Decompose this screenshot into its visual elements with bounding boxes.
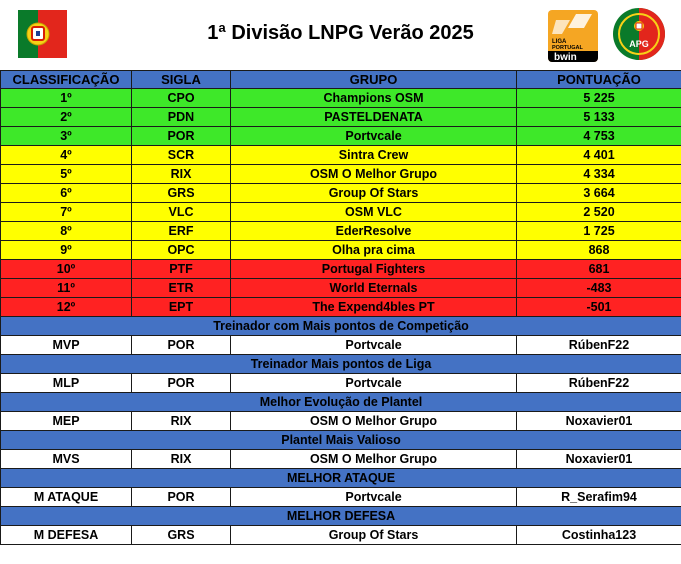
sigla-cell: POR — [132, 127, 231, 146]
sigla-cell: OPC — [132, 241, 231, 260]
standings-table — [0, 70, 681, 545]
standings-row — [1, 279, 681, 298]
standings-row — [1, 165, 681, 184]
page-title: 1ª Divisão LNPG Verão 2025 — [207, 22, 474, 44]
standings-row — [1, 241, 681, 260]
col-header-sigla: SIGLA — [132, 71, 231, 89]
points-cell: 5 133 — [517, 108, 681, 127]
apg-logo — [612, 7, 666, 61]
award-sigla-cell: POR — [132, 374, 231, 393]
award-heading: MELHOR DEFESA — [1, 507, 681, 526]
standings-row — [1, 146, 681, 165]
sigla-cell: RIX — [132, 165, 231, 184]
points-cell: -501 — [517, 298, 681, 317]
award-heading-row — [1, 393, 681, 412]
award-heading-row — [1, 317, 681, 336]
position-cell: 11º — [1, 279, 132, 298]
standings-row — [1, 184, 681, 203]
position-cell: 2º — [1, 108, 132, 127]
award-grupo-cell: Portvcale — [231, 336, 517, 355]
liga-portugal-logo — [548, 10, 598, 62]
award-heading: Melhor Evolução de Plantel — [1, 393, 681, 412]
grupo-cell: EderResolve — [231, 222, 517, 241]
award-sigla-cell: POR — [132, 336, 231, 355]
award-sigla-cell: RIX — [132, 412, 231, 431]
table-header-row — [1, 71, 681, 89]
grupo-cell: World Eternals — [231, 279, 517, 298]
points-cell: 1 725 — [517, 222, 681, 241]
award-row — [1, 336, 681, 355]
award-heading: Plantel Mais Valioso — [1, 431, 681, 450]
sigla-cell: ETR — [132, 279, 231, 298]
page-header — [0, 0, 681, 70]
standings-row — [1, 127, 681, 146]
apg-text: APG — [629, 39, 649, 49]
award-sigla-cell: GRS — [132, 526, 231, 545]
points-cell: 2 520 — [517, 203, 681, 222]
award-code-cell: MVS — [1, 450, 132, 469]
standings-row — [1, 222, 681, 241]
sigla-cell: PDN — [132, 108, 231, 127]
award-sigla-cell: RIX — [132, 450, 231, 469]
sigla-cell: SCR — [132, 146, 231, 165]
award-code-cell: MVP — [1, 336, 132, 355]
points-cell: 4 753 — [517, 127, 681, 146]
points-cell: 868 — [517, 241, 681, 260]
points-cell: 5 225 — [517, 89, 681, 108]
col-header-classificacao: CLASSIFICAÇÃO — [1, 71, 132, 89]
grupo-cell: Sintra Crew — [231, 146, 517, 165]
grupo-cell: Champions OSM — [231, 89, 517, 108]
award-row — [1, 374, 681, 393]
grupo-cell: The Expend4bles PT — [231, 298, 517, 317]
sigla-cell: EPT — [132, 298, 231, 317]
sigla-cell: GRS — [132, 184, 231, 203]
position-cell: 3º — [1, 127, 132, 146]
award-winner-cell: RúbenF22 — [517, 374, 681, 393]
award-winner-cell: R_Serafim94 — [517, 488, 681, 507]
points-cell: 3 664 — [517, 184, 681, 203]
sigla-cell: ERF — [132, 222, 231, 241]
grupo-cell: PASTELDENATA — [231, 108, 517, 127]
award-row — [1, 526, 681, 545]
standings-row — [1, 89, 681, 108]
col-header-grupo: GRUPO — [231, 71, 517, 89]
award-row — [1, 412, 681, 431]
award-row — [1, 488, 681, 507]
sigla-cell: PTF — [132, 260, 231, 279]
award-code-cell: M ATAQUE — [1, 488, 132, 507]
points-cell: -483 — [517, 279, 681, 298]
award-code-cell: MEP — [1, 412, 132, 431]
points-cell: 4 334 — [517, 165, 681, 184]
award-sigla-cell: POR — [132, 488, 231, 507]
standings-row — [1, 260, 681, 279]
award-heading: Treinador Mais pontos de Liga — [1, 355, 681, 374]
position-cell: 10º — [1, 260, 132, 279]
standings-row — [1, 203, 681, 222]
grupo-cell: OSM VLC — [231, 203, 517, 222]
award-winner-cell: Noxavier01 — [517, 412, 681, 431]
points-cell: 681 — [517, 260, 681, 279]
grupo-cell: OSM O Melhor Grupo — [231, 165, 517, 184]
award-code-cell: MLP — [1, 374, 132, 393]
points-cell: 4 401 — [517, 146, 681, 165]
position-cell: 7º — [1, 203, 132, 222]
position-cell: 6º — [1, 184, 132, 203]
award-winner-cell: RúbenF22 — [517, 336, 681, 355]
award-heading-row — [1, 431, 681, 450]
award-heading-row — [1, 355, 681, 374]
award-grupo-cell: Portvcale — [231, 374, 517, 393]
grupo-cell: Portvcale — [231, 127, 517, 146]
position-cell: 9º — [1, 241, 132, 260]
award-code-cell: M DEFESA — [1, 526, 132, 545]
liga-line3: bwin — [554, 52, 577, 62]
liga-line1: LIGA — [552, 39, 567, 45]
position-cell: 4º — [1, 146, 132, 165]
grupo-cell: Olha pra cima — [231, 241, 517, 260]
award-heading: MELHOR ATAQUE — [1, 469, 681, 488]
position-cell: 8º — [1, 222, 132, 241]
award-heading-row — [1, 469, 681, 488]
standings-row — [1, 108, 681, 127]
award-grupo-cell: Group Of Stars — [231, 526, 517, 545]
col-header-pontuacao: PONTUAÇÃO — [517, 71, 681, 89]
award-winner-cell: Costinha123 — [517, 526, 681, 545]
sigla-cell: CPO — [132, 89, 231, 108]
position-cell: 1º — [1, 89, 132, 108]
award-grupo-cell: OSM O Melhor Grupo — [231, 412, 517, 431]
position-cell: 12º — [1, 298, 132, 317]
sigla-cell: VLC — [132, 203, 231, 222]
award-heading: Treinador com Mais pontos de Competição — [1, 317, 681, 336]
award-row — [1, 450, 681, 469]
position-cell: 5º — [1, 165, 132, 184]
award-heading-row — [1, 507, 681, 526]
award-grupo-cell: OSM O Melhor Grupo — [231, 450, 517, 469]
liga-line2: PORTUGAL — [552, 45, 583, 51]
grupo-cell: Portugal Fighters — [231, 260, 517, 279]
standings-row — [1, 298, 681, 317]
grupo-cell: Group Of Stars — [231, 184, 517, 203]
award-grupo-cell: Portvcale — [231, 488, 517, 507]
award-winner-cell: Noxavier01 — [517, 450, 681, 469]
